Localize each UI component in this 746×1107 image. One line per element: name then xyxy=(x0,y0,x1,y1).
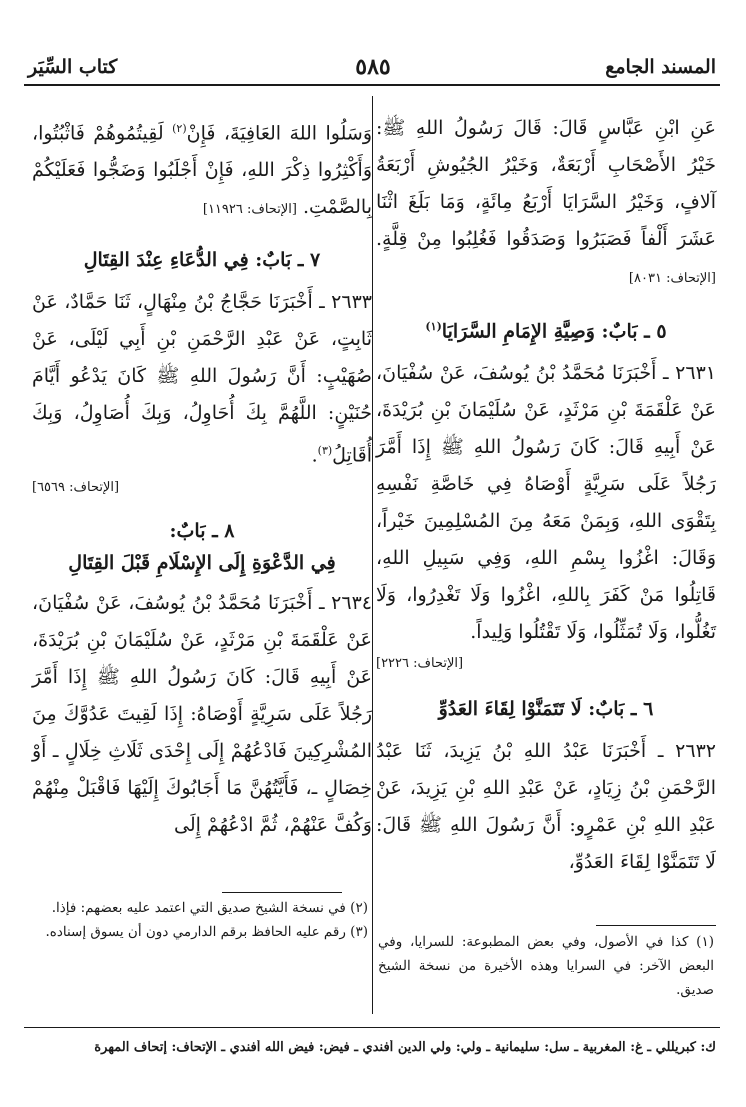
running-title-book: المسند الجامع xyxy=(605,56,716,78)
hadith-text xyxy=(32,585,372,844)
footnotes-left xyxy=(32,896,368,944)
footnote-marker: (١) xyxy=(425,320,442,333)
hadith-body-end: . xyxy=(311,444,318,467)
hadith-body: ٢٦٣٢ ـ أَخْبَرَنَا عَبْدُ اللهِ بْنُ يَزِيدَ، ثَنَا عَبْدُ الرَّحْمَنِ بْنُ زِيَادٍ، عَنْ عَبْدِ اللهِ بْنِ يَزِيدَ، عَنْ عَبْدِ اللهِ بْنِ عَمْرٍو: أَنَّ رَسُولَ اللهِ ﷺ قَالَ: لَا تَتَمَنَّوْا لِقَاءَ العَدُوِّ، xyxy=(376,740,716,874)
chapter-heading: ٦ ـ بَابٌ: لَا تَتَمَنَّوْا لِقَاءَ العَدُوِّ xyxy=(438,698,654,721)
column-divider xyxy=(372,96,373,1014)
header-rule xyxy=(24,84,720,86)
itihaf-reference: [الإتحاف: ٢٢٢٦] xyxy=(376,656,464,672)
hadith-body-cont: لَقِيتُمُوهُمْ فَاثْبُتُوا، وَأَكْثِرُوا ذِكْرَ اللهِ، فَإِنْ أَجْلَبُوا وَضَجُّوا فَعَلَيْكُمْ بِالصَّمْتِ. xyxy=(32,122,372,219)
page-header xyxy=(0,52,746,82)
chapter-heading-text: ٥ ـ بَابٌ: وَصِيَّةِ الإِمَامِ السَّرَايَا xyxy=(441,320,667,343)
hadith-body: ٢٦٣١ ـ أَخْبَرَنَا مُحَمَّدُ بْنُ يُوسُفَ، عَنْ سُفْيَانَ، عَنْ عَلْقَمَةَ بْنِ مَرْثَدٍ، عَنْ سُلَيْمَانَ بْنِ بُرَيْدَةَ، عَنْ أَبِيهِ قَالَ: كَانَ رَسُولُ اللهِ ﷺ إِذَا أَمَّرَ رَجُلاً عَلَى سَرِيَّةٍ أَوْصَاهُ فِي خَاصَّةِ نَفْسِهِ بِتَقْوَى اللهِ، وَبِمَنْ مَعَهُ مِنَ المُسْلِمِينَ خَيْراً، وَقَالَ: اغْزُوا بِسْمِ اللهِ، وَفِي سَبِيلِ اللهِ، قَاتِلُوا مَنْ كَفَرَ بِاللهِ، اغْزُوا وَلَا تَغْدِرُوا، وَلَا تَغُلُّوا، وَلَا تُمَثِّلُوا، وَلَا تَقْتُلُوا وَلِيداً. xyxy=(376,362,716,644)
manuscript-legend: ك: كبريللي ـ غ: المغربية ـ سل: سليمانية ـ ولي: ولي الدين أفندي ـ فيض: فيض الله أفندي ـ الإتحاف: إتحاف المهرة xyxy=(94,1040,716,1055)
hadith-text xyxy=(376,733,716,881)
hadith-text xyxy=(32,284,372,474)
left-column xyxy=(32,110,372,844)
footnote-3: (٣) رقم عليه الحافظ برقم الدارمي دون أن يسوق إسناده. xyxy=(45,924,368,940)
hadith-body: وَسَلُوا اللهَ العَافِيَةَ، فَإِنْ xyxy=(186,122,373,145)
chapter-heading-number: ٨ ـ بَابٌ: xyxy=(169,519,235,542)
footnote-1: (١) كذا في الأصول، وفي بعض المطبوعة: للسرايا، وفي البعض الآخر: في السرايا وهذه الأخيرة من نسخة الشيخ صديق. xyxy=(378,934,714,998)
hadith-body: ٢٦٣٤ ـ أَخْبَرَنَا مُحَمَّدُ بْنُ يُوسُفَ، عَنْ سُفْيَانَ، عَنْ عَلْقَمَةَ بْنِ مَرْثَدٍ، عَنْ سُلَيْمَانَ بْنِ بُرَيْدَةَ، عَنْ أَبِيهِ قَالَ: كَانَ رَسُولُ اللهِ ﷺ إِذَا أَمَّرَ رَجُلاً عَلَى سَرِيَّةٍ أَوْصَاهُ: إِذَا لَقِيتَ عَدُوَّكَ مِنَ المُشْرِكِينَ فَادْعُهُمْ إِلَى إِحْدَى ثَلَاثِ خِلَالٍ ـ أَوْ خِصَالٍ ـ، فَأَيَّتُهُنَّ مَا أَجَابُوكَ إِلَيْهَا فَاقْبَلْ مِنْهُمْ وَكُفَّ عَنْهُمْ، ثُمَّ ادْعُهُمْ إِلَى xyxy=(32,591,372,836)
hadith-text xyxy=(376,110,716,297)
hadith-text xyxy=(32,110,372,228)
hadith-text xyxy=(376,355,716,651)
hadith-body: ٢٦٣٣ ـ أَخْبَرَنَا حَجَّاجُ بْنُ مِنْهَالٍ، ثَنَا حَمَّادٌ، عَنْ ثَابِتٍ، عَنْ عَبْدِ الرَّحْمَنِ بْنِ أَبِي لَيْلَى، عَنْ صُهَيْبٍ: أَنَّ رَسُولَ اللهِ ﷺ كَانَ يَدْعُو أَيَّامَ حُنَيْنٍ: اللَّهُمَّ بِكَ أُحَاوِلُ، وَبِكَ أُصَاوِلُ، وَبِكَ أُقَاتِلُ xyxy=(32,291,372,467)
chapter-heading: فِي الدَّعْوَةِ إِلَى الإِسْلَامِ قَبْلَ القِتَالِ xyxy=(68,551,336,574)
footnotes-right xyxy=(378,930,714,1002)
right-column xyxy=(376,110,716,881)
footnote-marker: (٢) xyxy=(172,122,187,135)
itihaf-reference: [الإتحاف: ٨٠٣١] xyxy=(628,271,716,286)
legend-rule xyxy=(24,1027,720,1028)
footnote-rule-left xyxy=(222,892,342,893)
footnote-2: (٢) في نسخة الشيخ صديق التي اعتمد عليه بعضهم: فإذا. xyxy=(51,900,368,916)
running-title-chapter: كتاب السِّيَر xyxy=(28,56,118,78)
footnote-rule-right xyxy=(596,925,716,926)
footnote-marker: (٣) xyxy=(317,444,333,458)
page-number: ٥٨٥ xyxy=(355,54,391,80)
itihaf-reference: [الإتحاف: ٦٥٦٩] xyxy=(32,479,120,495)
itihaf-reference: [الإتحاف: ١١٩٢٦] xyxy=(202,202,297,218)
chapter-heading: ٧ ـ بَابٌ: فِي الدُّعَاءِ عِنْدَ القِتَالِ xyxy=(83,249,321,272)
chapter-heading xyxy=(376,311,716,347)
hadith-body: عَنِ ابْنِ عَبَّاسٍ قَالَ: قَالَ رَسُولُ اللهِ ﷺ: خَيْرُ الأَصْحَابِ أَرْبَعَةٌ، وَخَيْرُ الجُيُوشِ أَرْبَعَةُ آلافٍ، وَخَيْرُ السَّرَايَا أَرْبَعُ مِائَةٍ، وَمَا بَلَغَ اثْنَا عَشَرَ أَلْفاً فَصَبَرُوا وَصَدَقُوا فَغُلِبُوا مِنْ قِلَّةٍ. xyxy=(376,117,716,250)
